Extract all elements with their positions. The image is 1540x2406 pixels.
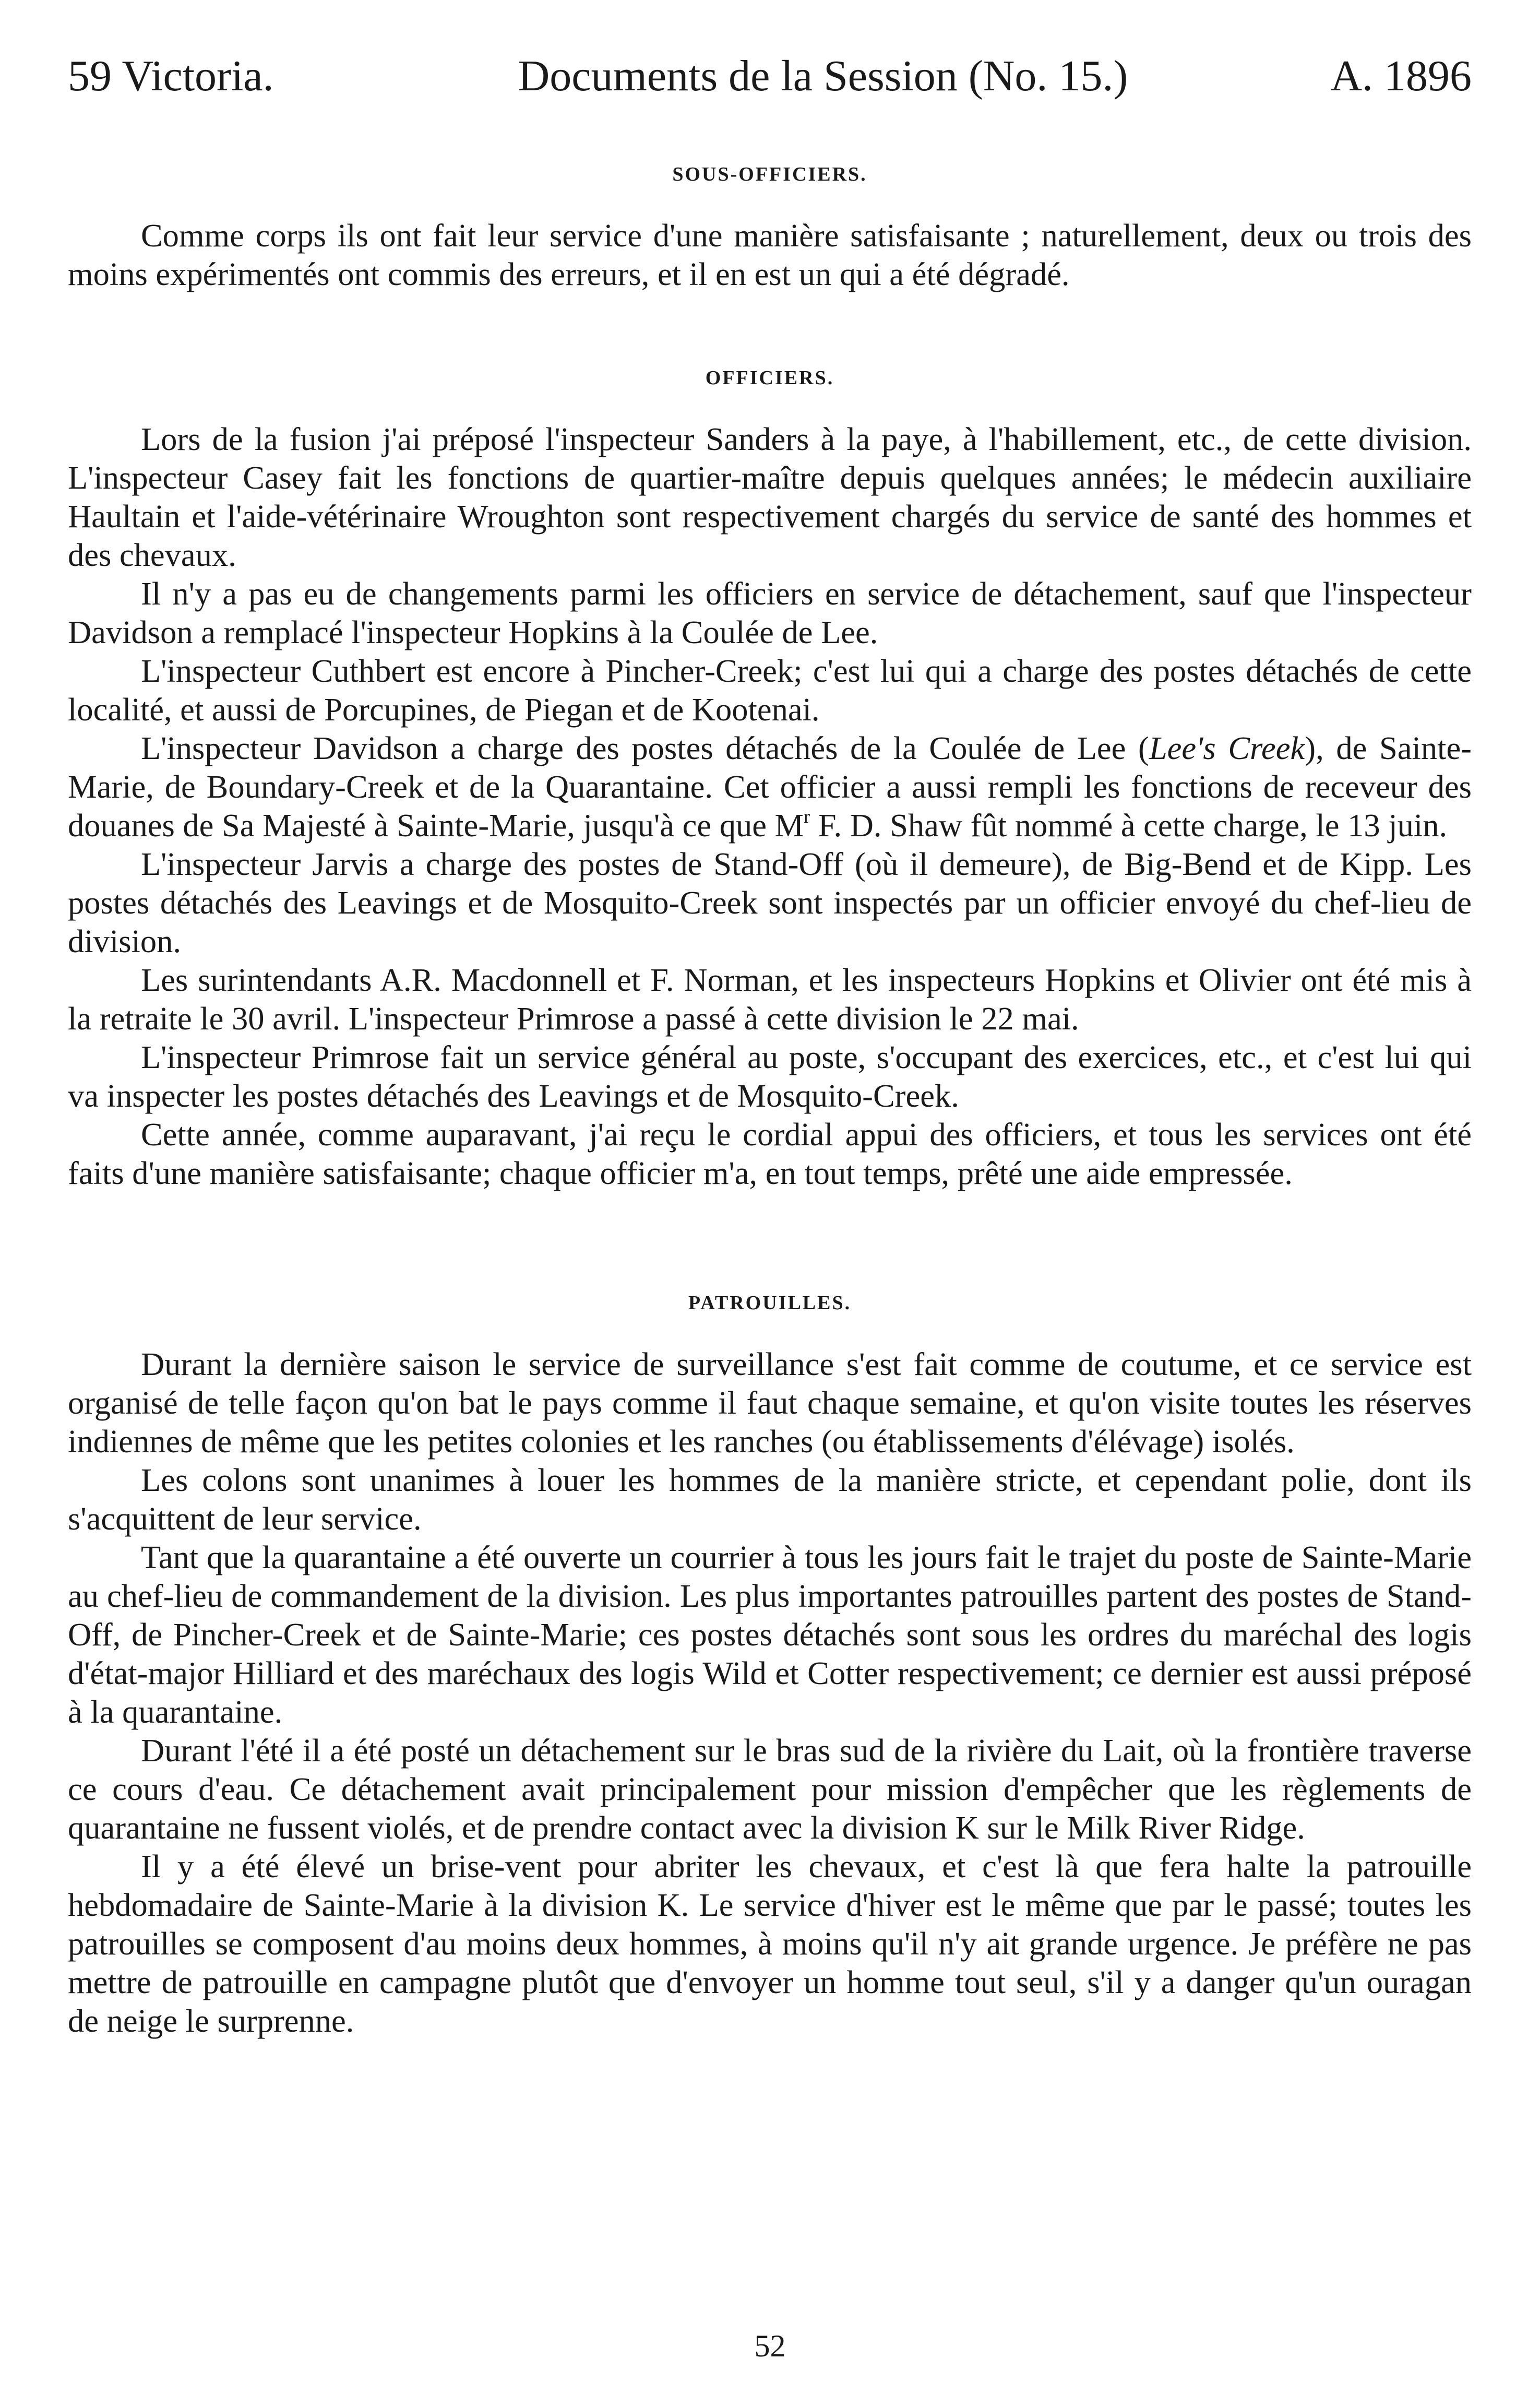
section-title-sous-officiers: SOUS-OFFICIERS.: [672, 163, 867, 186]
paragraph: Les surintendants A.R. Macdonnell et F. Norman, et les inspecteurs Hopkins et Olivier ont été mis à la retraite le 30 avril. L'inspecteur Primrose a passé à cette division le 22 mai.: [68, 962, 1472, 1037]
section-title-officiers: OFFICIERS.: [705, 367, 834, 389]
paragraph: Durant la dernière saison le service de surveillance s'est fait comme de coutume, et ce service est organisé de telle façon qu'on bat le pays comme il faut chaque semaine, et qu'on visite toutes les réserves indiennes de même que les petites colonies et les ranches (ou établissements d'élévage) isolés.: [68, 1346, 1472, 1460]
italic-place-name: Lee's Creek: [1149, 730, 1305, 767]
superscript-abbreviation: r: [804, 806, 810, 827]
paragraph: Il y a été élevé un brise-vent pour abriter les chevaux, et c'est là que fera halte la patrouille hebdomadaire de Sainte-Marie à la division K. Le service d'hiver est le même que par le passé; toutes les patrouilles se composent d'au moins deux hommes, à moins qu'il n'y ait grande urgence. Je préfère ne pas mettre de patrouille en campagne plutôt que d'envoyer un homme tout seul, s'il y a danger qu'un ouragan de neige le surprenne.: [68, 1848, 1472, 2040]
paragraph: [68, 729, 1472, 845]
paragraph: L'inspecteur Cuthbert est encore à Pincher-Creek; c'est lui qui a charge des postes détachés de cette localité, et aussi de Porcupines, de Piegan et de Kootenai.: [68, 653, 1472, 728]
paragraph: Les colons sont unanimes à louer les hommes de la manière stricte, et cependant polie, dont ils s'acquittent de leur service.: [68, 1462, 1472, 1537]
paragraph: L'inspecteur Jarvis a charge des postes de Stand-Off (où il demeure), de Big-Bend et de Kipp. Les postes détachés des Leavings et de Mosquito-Creek sont inspectés par un officier envoyé du chef-lieu de division.: [68, 846, 1472, 960]
paragraph-text: F. D. Shaw fût nommé à cette charge, le 13 juin.: [810, 807, 1448, 844]
header-year: A. 1896: [1330, 52, 1472, 100]
paragraph-text: L'inspecteur Davidson a charge des postes détachés de la Coulée de Lee (: [141, 730, 1149, 767]
paragraph-text: ), de Sainte-Marie, de Boundary-Creek et de la Quarantaine. Cet officier a aussi rempli les fonctions de receveur des douanes de Sa Majesté à Sainte-Marie, jusqu'à ce que M: [68, 730, 1472, 844]
document-page: [68, 52, 1472, 2040]
paragraph: Cette année, comme auparavant, j'ai reçu le cordial appui des officiers, et tous les services ont été faits d'une manière satisfaisante; chaque officier m'a, en tout temps, prêté une aide empressée.: [68, 1116, 1472, 1192]
section-title-patrouilles: PATROUILLES.: [688, 1292, 852, 1314]
running-header: [68, 52, 1472, 100]
page-number: 52: [754, 2329, 786, 2363]
paragraph: Comme corps ils ont fait leur service d'une manière satisfaisante ; naturellement, deux ou trois des moins expérimentés ont commis des erreurs, et il en est un qui a été dégradé.: [68, 217, 1472, 293]
header-session-year: 59 Victoria.: [68, 52, 274, 100]
paragraph: L'inspecteur Primrose fait un service général au poste, s'occupant des exercices, etc., et c'est lui qui va inspecter les postes détachés des Leavings et de Mosquito-Creek.: [68, 1039, 1472, 1115]
paragraph: Tant que la quarantaine a été ouverte un courrier à tous les jours fait le trajet du poste de Sainte-Marie au chef-lieu de commandement de la division. Les plus importantes patrouilles partent des postes de Stand-Off, de Pincher-Creek et de Sainte-Marie; ces postes détachés sont sous les ordres du maréchal des logis d'état-major Hilliard et des maréchaux des logis Wild et Cotter respectivement; ce dernier est aussi préposé à la quarantaine.: [68, 1539, 1472, 1731]
paragraph: Il n'y a pas eu de changements parmi les officiers en service de détachement, sauf que l'inspecteur Davidson a remplacé l'inspecteur Hopkins à la Coulée de Lee.: [68, 575, 1472, 651]
paragraph: Lors de la fusion j'ai préposé l'inspecteur Sanders à la paye, à l'habillement, etc., de cette division. L'inspecteur Casey fait les fonctions de quartier-maître depuis quelques années; le médecin auxiliaire Haultain et l'aide-vétérinaire Wroughton sont respectivement chargés du service de santé des hommes et des chevaux.: [68, 421, 1472, 574]
header-document-title: Documents de la Session (No. 15.): [518, 52, 1128, 100]
paragraph: Durant l'été il a été posté un détachement sur le bras sud de la rivière du Lait, où la frontière traverse ce cours d'eau. Ce détachement avait principalement pour mission d'empêcher que les règlements de quarantaine ne fussent violés, et de prendre contact avec la division K sur le Milk River Ridge.: [68, 1732, 1472, 1846]
